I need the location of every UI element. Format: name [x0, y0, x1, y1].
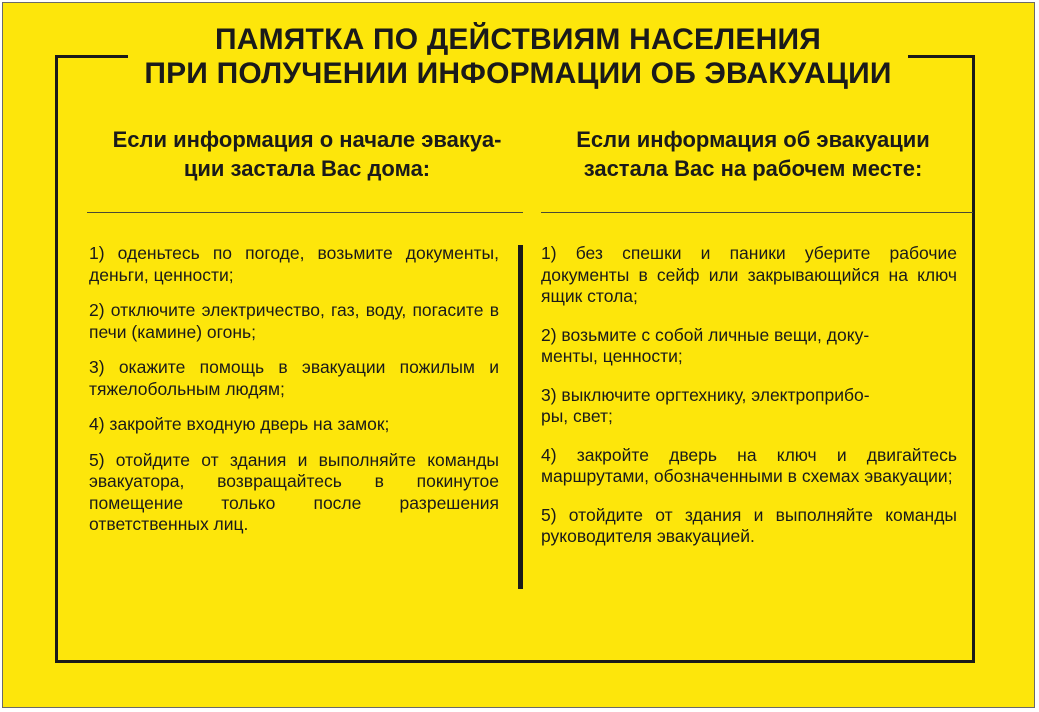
list-item: 4) закройте дверь на ключ и двигайтесь маршрутами, обозначенными в схемах эвакуации; — [541, 444, 957, 486]
list-item: 1) без спешки и паники уберите рабочие документы в сейф или закрывающийся на ключ ящик стола; — [541, 243, 957, 306]
list-item: 1) оденьтесь по погоде, возьмите документы, деньги, ценности; — [89, 243, 499, 285]
home-heading-line-1: Если информация о начале эвакуа- — [112, 127, 502, 152]
work-heading-line-1: Если информация об эвакуации — [576, 127, 930, 152]
home-heading-line-2: ции застала Вас дома: — [183, 156, 431, 181]
memo-poster — [2, 2, 1035, 708]
list-item: 4) закройте входную дверь на замок; — [89, 414, 390, 434]
work-section-heading — [543, 125, 963, 183]
work-heading-line-2: застала Вас на рабочем месте: — [583, 156, 923, 181]
work-heading-rule — [541, 212, 973, 213]
work-instructions-list — [541, 243, 957, 565]
page-title — [83, 23, 953, 91]
home-heading-rule — [87, 212, 523, 213]
list-item: 2) отключите электричество, газ, воду, погасите в печи (камине) огонь; — [89, 300, 499, 342]
list-item: 5) отойдите от здания и выполняйте команды эвакуатора, возвращайтесь в покинутое помещение только после разрешения ответственных лиц. — [89, 449, 499, 534]
list-item: 3) окажите помощь в эвакуации пожилым и тяжелобольным людям; — [89, 357, 499, 399]
home-section-heading — [87, 125, 527, 183]
list-item: 5) отойдите от здания и выполняйте команды руководителя эвакуацией. — [541, 504, 957, 546]
list-item: 2) возьмите с собой личные вещи, доку- менты, ценности; — [541, 324, 870, 366]
title-line-1: ПАМЯТКА ПО ДЕЙСТВИЯМ НАСЕЛЕНИЯ — [214, 23, 822, 56]
title-line-2: ПРИ ПОЛУЧЕНИИ ИНФОРМАЦИИ ОБ ЭВАКУАЦИИ — [144, 57, 892, 90]
home-instructions-list — [89, 243, 499, 550]
column-divider — [518, 245, 523, 589]
list-item: 3) выключите оргтехнику, электроприбо- ры, свет; — [541, 384, 870, 426]
